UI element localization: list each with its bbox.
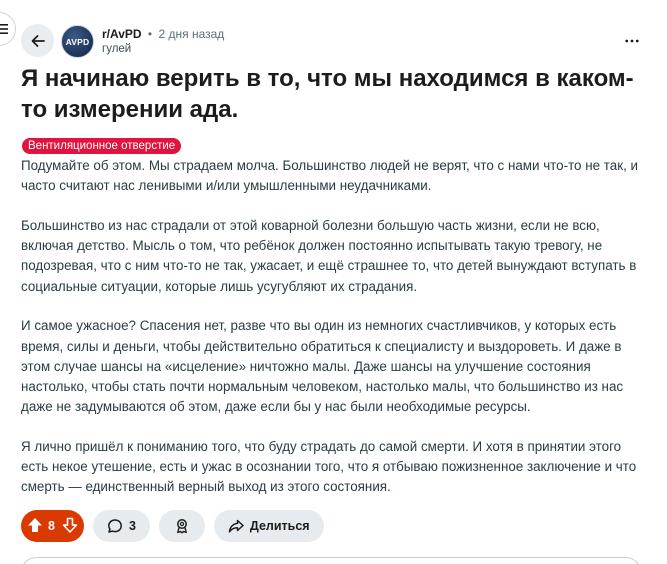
avatar-text: AVPD — [65, 36, 90, 47]
post-title: Я начинаю верить в то, что мы находимся в каком-то измерении ада. — [21, 65, 634, 123]
share-icon — [228, 518, 244, 534]
share-button[interactable] — [214, 510, 324, 542]
back-arrow-icon — [30, 33, 46, 49]
meta-separator: • — [147, 27, 153, 41]
comment-icon — [107, 518, 123, 534]
post-paragraph: Подумайте об этом. Мы страдаем молча. Большинство людей не верят, что с нами что-то не так, и часто считают нас ленивыми и/или умышленными неудачниками. — [21, 158, 638, 194]
back-button[interactable] — [21, 24, 54, 57]
post-flair[interactable]: Вентиляционное отверстие — [22, 138, 181, 154]
post-time: 2 дня назад — [158, 27, 225, 41]
post-meta — [102, 27, 224, 41]
more-icon — [625, 39, 639, 43]
comments-button[interactable] — [93, 510, 150, 542]
post-body — [21, 156, 643, 517]
award-icon — [174, 518, 190, 534]
more-options-button[interactable] — [621, 32, 643, 50]
comment-input[interactable] — [21, 557, 641, 564]
share-label: Делиться — [249, 519, 310, 533]
vote-control — [21, 510, 84, 542]
author-link[interactable]: гулей — [102, 43, 132, 55]
post-paragraph: Большинство из нас страдали от этой коварной болезни большую часть жизни, если не всю, включая детство. Мысль о том, что ребёнок должен постоянно испытывать такую тревогу, не подозревая, что с ним что-то не так, ужасает, и ещё страшнее то, что детей вынуждают вступать в социальные ситуации, которые лишь усугубляют их страдания. — [21, 218, 637, 294]
post-paragraph: Я лично пришёл к пониманию того, что буду страдать до самой смерти. И хотя в принятии этого есть некое утешение, есть и ужас в осознании того, что я отбываю пожизненное заключение и что смерть — единственный верный выход из этого состояния. — [21, 439, 637, 495]
comment-count: 3 — [128, 519, 136, 533]
award-button[interactable] — [159, 510, 205, 542]
vote-count: 8 — [48, 519, 55, 533]
menu-icon — [0, 23, 8, 35]
downvote-icon — [61, 516, 79, 534]
upvote-icon — [26, 516, 44, 534]
post-paragraph: И самое ужасное? Спасения нет, разве что вы один из немногих счастливчиков, у которых есть время, силы и деньги, чтобы действительно обратиться к специалисту и выздороветь. И даже в этом случае шансы на «исцеление» ничтожно малы. Даже шансы на улучшение состояния настолько, чтобы стать почти нормальным человеком, настолько малы, что большинство из нас даже не задумываются об этом, даже если бы у нас были необходимые ресурсы. — [21, 318, 624, 415]
subreddit-avatar[interactable] — [61, 25, 94, 58]
menu-button[interactable] — [0, 12, 16, 46]
post-actions — [21, 510, 324, 542]
downvote-button[interactable] — [61, 516, 79, 537]
upvote-button[interactable] — [26, 516, 44, 537]
subreddit-link[interactable]: r/AvPD — [102, 27, 142, 41]
